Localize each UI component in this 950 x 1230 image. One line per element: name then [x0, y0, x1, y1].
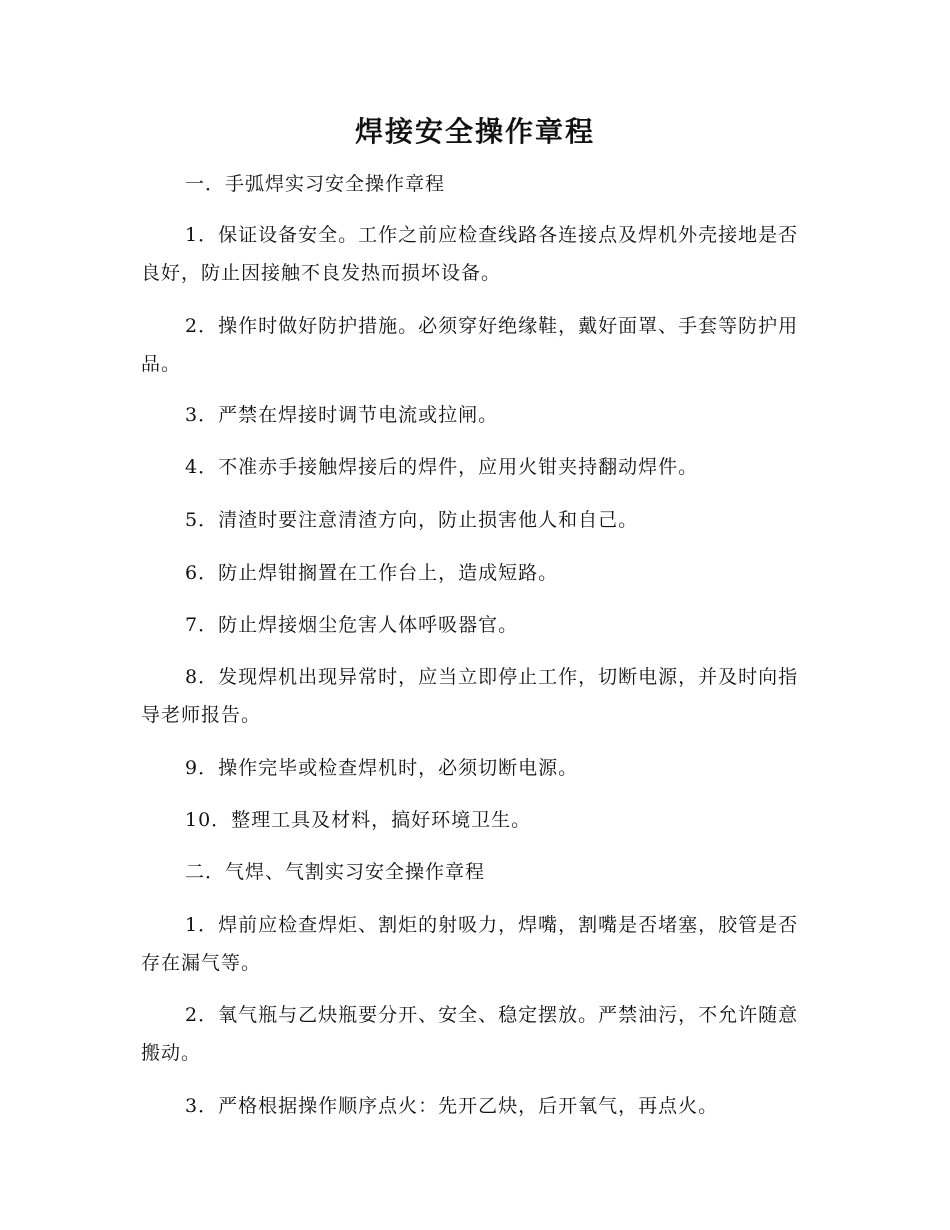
paragraph-gas-3: 3．严格根据操作顺序点火：先开乙炔，后开氧气，再点火。	[185, 1095, 719, 1117]
paragraph-arc-1: 1．保证设备安全。工作之前应检查线路各连接点及焊机外壳接地是否良好，防止因接触不良发热而损坏设备。	[141, 224, 799, 284]
section-heading-arc-welding: 一．手弧焊实习安全操作章程	[185, 173, 446, 195]
paragraph-arc-2: 2．操作时做好防护措施。必须穿好绝缘鞋，戴好面罩、手套等防护用品。	[141, 315, 799, 375]
paragraph-arc-3: 3．严禁在焊接时调节电流或拉闸。	[185, 404, 499, 426]
paragraph-arc-6: 6．防止焊钳搁置在工作台上，造成短路。	[185, 562, 559, 584]
paragraph-arc-7: 7．防止焊接烟尘危害人体呼吸器官。	[185, 614, 519, 636]
paragraph-arc-5: 5．清渣时要注意清渣方向，防止损害他人和自己。	[185, 509, 639, 531]
document-title: 焊接安全操作章程	[354, 115, 595, 148]
paragraph-arc-9: 9．操作完毕或检查焊机时，必须切断电源。	[185, 757, 579, 779]
paragraph-arc-10: 10．整理工具及材料，搞好环境卫生。	[185, 809, 532, 831]
paragraph-arc-4: 4．不准赤手接触焊接后的焊件，应用火钳夹持翻动焊件。	[185, 456, 699, 478]
section-heading-gas-welding: 二．气焊、气割实习安全操作章程	[185, 861, 486, 883]
paragraph-arc-8: 8．发现焊机出现异常时，应当立即停止工作，切断电源，并及时向指导老师报告。	[141, 666, 799, 726]
paragraph-gas-1: 1．焊前应检查焊炬、割炬的射吸力，焊嘴，割嘴是否堵塞，胶管是否存在漏气等。	[141, 914, 799, 974]
paragraph-gas-2: 2．氧气瓶与乙炔瓶要分开、安全、稳定摆放。严禁油污，不允许随意搬动。	[141, 1004, 799, 1064]
